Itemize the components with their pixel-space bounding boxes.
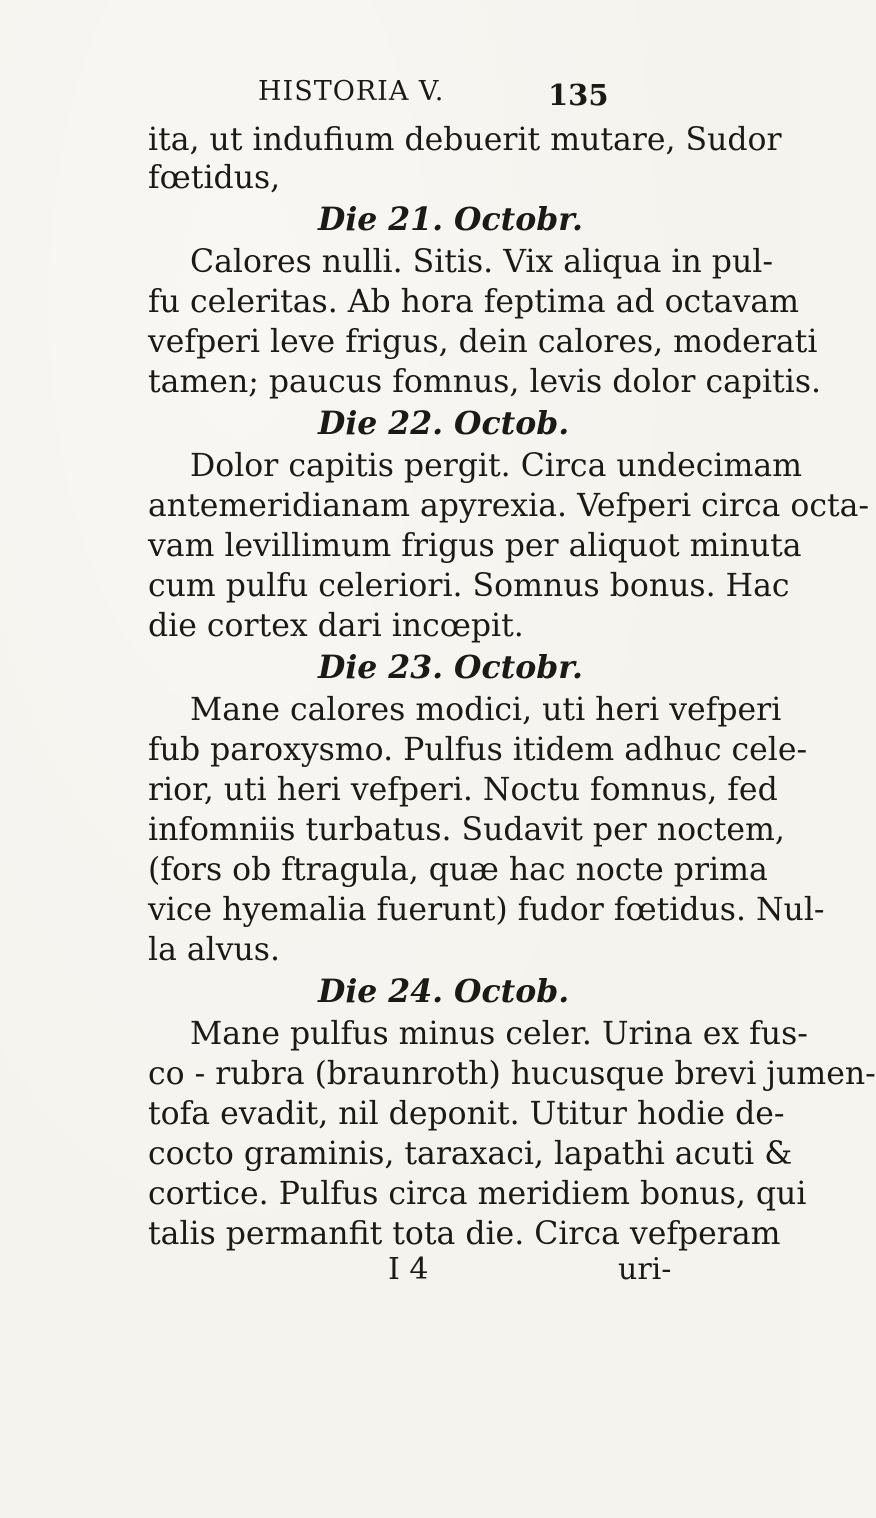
catchword: uri-: [618, 1252, 672, 1287]
text-line: infomniis turbatus. Sudavit per noctem,: [148, 812, 785, 848]
text-line: vice hyemalia fuerunt) fudor fœtidus. Nul-: [148, 892, 825, 928]
text-line: cortice. Pulfus circa meridiem bonus, qui: [148, 1176, 807, 1212]
text-line: vam levillimum frigus per aliquot minuta: [148, 528, 802, 564]
text-line: cocto graminis, taraxaci, lapathi acuti &: [148, 1136, 793, 1172]
text-line: Mane pulfus minus celer. Urina ex fus-: [190, 1016, 808, 1052]
text-line: cum pulfu celeriori. Somnus bonus. Hac: [148, 568, 790, 604]
text-line: ita, ut indufium debuerit mutare, Sudor: [148, 122, 782, 158]
text-line: Calores nulli. Sitis. Vix aliqua in pul-: [190, 244, 773, 280]
text-line: tofa evadit, nil deponit. Utitur hodie de-: [148, 1096, 785, 1132]
signature-mark: I 4: [388, 1252, 429, 1287]
text-line: fub paroxysmo. Pulfus itidem adhuc cele-: [148, 732, 808, 768]
entry-heading: Die 22. Octob.: [318, 405, 570, 442]
entry-heading: Die 24. Octob.: [318, 973, 570, 1010]
running-head: [258, 72, 609, 122]
text-line: talis permanfit tota die. Circa vefperam: [148, 1216, 781, 1252]
text-line: die cortex dari incœpit.: [148, 608, 524, 644]
text-line: fœtidus,: [148, 160, 281, 196]
text-line: la alvus.: [148, 932, 280, 968]
text-line: rior, uti heri vefperi. Noctu fomnus, fed: [148, 772, 778, 808]
text-line: fu celeritas. Ab hora feptima ad octavam: [148, 284, 800, 320]
text-line: co - rubra (braunroth) hucusque brevi jumen-: [148, 1056, 876, 1092]
text-line: (fors ob ftragula, quæ hac nocte prima: [148, 852, 768, 888]
text-line: vefperi leve frigus, dein calores, moderati: [148, 324, 818, 360]
entry-heading: Die 23. Octobr.: [318, 649, 583, 686]
text-line: tamen; paucus fomnus, levis dolor capitis.: [148, 364, 822, 400]
page-number: 135: [548, 78, 609, 112]
running-title: HISTORIA V.: [258, 76, 445, 107]
text-line: Dolor capitis pergit. Circa undecimam: [190, 448, 802, 484]
text-line: antemeridianam apyrexia. Vefperi circa octa-: [148, 488, 870, 524]
entry-heading: Die 21. Octobr.: [318, 201, 583, 238]
text-line: Mane calores modici, uti heri vefperi: [190, 692, 782, 728]
